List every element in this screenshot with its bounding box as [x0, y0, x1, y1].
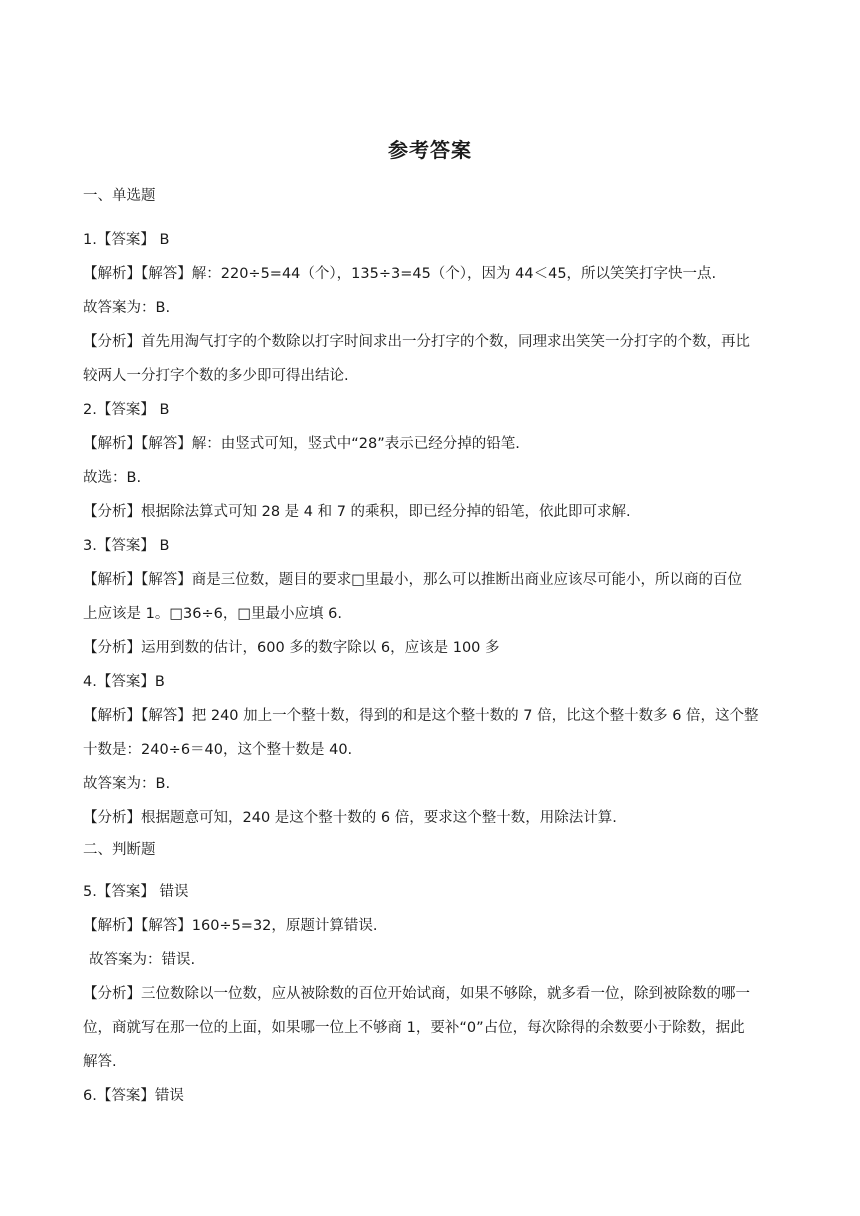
answer-2: 2.【答案】 B	[83, 402, 170, 418]
explanation-5: 【解析】【解答】160÷5=32，原题计算错误.	[83, 918, 378, 934]
conclusion-5: 故答案为：错误.	[89, 952, 196, 968]
analysis-5-line-2: 位，商就写在那一位的上面，如果哪一位上不够商 1，要补“0”占位，每次除得的余数要小于除数，据此	[83, 1020, 745, 1036]
analysis-5-line-3: 解答.	[83, 1054, 117, 1070]
explanation-3-line-2: 上应该是 1。□36÷6，□里最小应填 6.	[83, 606, 343, 622]
analysis-3: 【分析】运用到数的估计，600 多的数字除以 6，应该是 100 多	[83, 640, 500, 656]
analysis-2: 【分析】根据除法算式可知 28 是 4 和 7 的乘积，即已经分掉的铅笔，依此即可求解.	[83, 504, 631, 520]
explanation-3-line-1: 【解析】【解答】商是三位数，题目的要求□里最小，那么可以推断出商业应该尽可能小，所以商的百位	[83, 572, 742, 588]
explanation-4-line-1: 【解析】【解答】把 240 加上一个整十数，得到的和是这个整十数的 7 倍，比这个整十数多 6 倍，这个整	[83, 708, 759, 724]
page-title: 参考答案	[388, 138, 472, 162]
answer-6: 6.【答案】错误	[83, 1088, 184, 1104]
answer-3: 3.【答案】 B	[83, 538, 170, 554]
section-heading-single-choice: 一、单选题	[83, 188, 156, 204]
analysis-1-line-2: 较两人一分打字个数的多少即可得出结论.	[83, 368, 349, 384]
answer-5: 5.【答案】 错误	[83, 884, 189, 900]
analysis-1-line-1: 【分析】首先用淘气打字的个数除以打字时间求出一分打字的个数，同理求出笑笑一分打字的个数，再比	[83, 334, 750, 350]
explanation-1: 【解析】【解答】解：220÷5=44（个），135÷3=45（个），因为 44＜45，所以笑笑打字快一点.	[83, 266, 717, 282]
conclusion-4: 故答案为：B.	[83, 776, 171, 792]
explanation-2: 【解析】【解答】解：由竖式可知，竖式中“28”表示已经分掉的铅笔.	[83, 436, 520, 452]
section-heading-true-false: 二、判断题	[83, 842, 156, 858]
explanation-4-line-2: 十数是：240÷6＝40，这个整十数是 40.	[83, 742, 353, 758]
answer-1: 1.【答案】 B	[83, 232, 170, 248]
answer-4: 4.【答案】B	[83, 674, 165, 690]
analysis-5-line-1: 【分析】三位数除以一位数，应从被除数的百位开始试商，如果不够除，就多看一位，除到被除数的哪一	[83, 986, 750, 1002]
conclusion-1: 故答案为：B.	[83, 300, 171, 316]
analysis-4: 【分析】根据题意可知，240 是这个整十数的 6 倍，要求这个整十数，用除法计算.	[83, 810, 617, 826]
conclusion-2: 故选：B.	[83, 470, 142, 486]
